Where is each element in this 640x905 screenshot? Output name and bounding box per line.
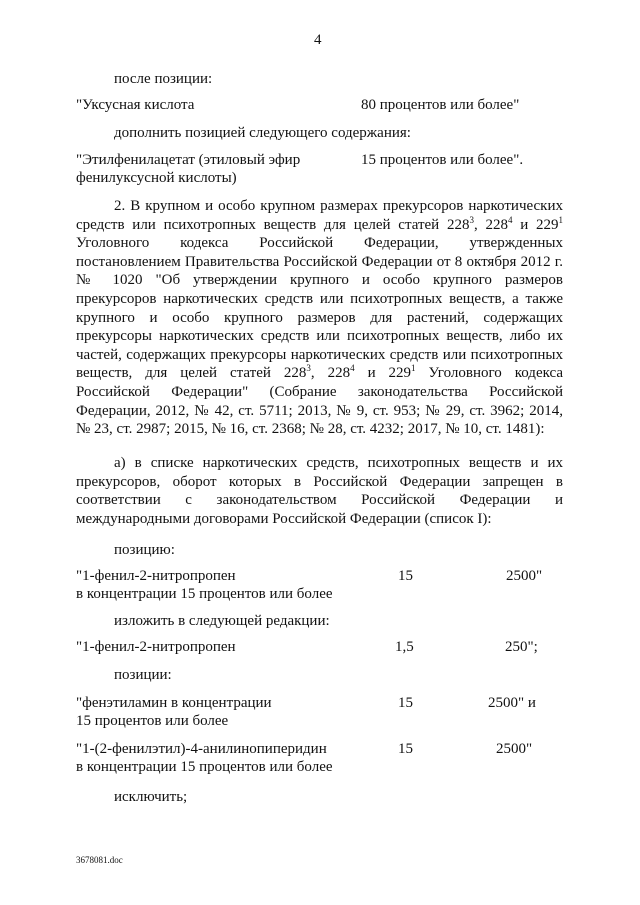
- paragraph-line: [76, 402, 563, 422]
- page-number: 4: [314, 32, 322, 48]
- text-run: , 228: [310, 365, 351, 382]
- entry-value: 80 процентов или более": [361, 97, 520, 113]
- text-run: № 1020 "Об утверждении крупного и особо крупного размеров: [76, 272, 563, 289]
- paragraph-line: [114, 454, 563, 474]
- superscript: 1: [558, 214, 563, 225]
- new-entry-line-1: "Этилфенилацетат (этиловый эфир: [76, 152, 301, 168]
- footer-doc-id: 3678081.doc: [76, 855, 123, 865]
- superscript: 4: [507, 214, 513, 225]
- entry-3-line-1: "фенэтиламин в концентрации: [76, 695, 272, 711]
- text-run: веществ, для целей статей 228: [76, 365, 307, 382]
- entry-name: "Уксусная кислота: [76, 97, 195, 113]
- text-run: 2. В крупном и особо крупном размерах прекурсоров наркотических: [114, 198, 563, 214]
- text-run: и 229: [512, 216, 559, 233]
- text-run: прекурсоров наркотических средств или психотропных веществ, а также: [76, 291, 563, 307]
- entry-1-col-1: 15: [398, 568, 413, 584]
- paragraph-line: [76, 420, 563, 440]
- paragraph-line: [76, 253, 563, 273]
- entry-1-col-2: 2500": [506, 568, 543, 584]
- entry-4-line-2: в концентрации 15 процентов или более: [76, 759, 333, 775]
- supplement-intro: дополнить позицией следующего содержания:: [114, 125, 411, 141]
- after-position-label: после позиции:: [114, 71, 213, 87]
- text-run: и 229: [354, 365, 412, 382]
- text-run: Российской Федерации" (Собрание законодательства Российской: [76, 384, 563, 400]
- text-run: частей, содержащих прекурсоры наркотических средств или психотропных: [76, 346, 563, 363]
- paragraph-line: [76, 346, 563, 366]
- entry-1-line-1: "1-фенил-2-нитропропен: [76, 568, 236, 584]
- paragraph-line: [76, 216, 563, 236]
- paragraph-line: [76, 473, 563, 493]
- superscript: 3: [306, 363, 311, 374]
- positions-label: позиции:: [114, 667, 172, 683]
- entry-4-col-2: 2500": [496, 741, 533, 757]
- text-run: № 23, ст. 2987; 2015, № 16, ст. 2368; № 28, ст. 4232; 2017, № 10, ст. 1481):: [76, 421, 545, 438]
- superscript: 3: [469, 214, 474, 225]
- paragraph-line: [76, 327, 563, 347]
- entry-3-col-1: 15: [398, 695, 413, 711]
- paragraph-line: [76, 491, 563, 511]
- paragraph-line: [76, 309, 563, 329]
- text-run: международными договорами Российской Федерации (список I):: [76, 510, 492, 527]
- superscript: 1: [411, 363, 416, 374]
- text-run: крупного и особо крупного размеров для растений, содержащих: [76, 309, 563, 326]
- text-run: , 228: [473, 216, 508, 233]
- entry-4-col-1: 15: [398, 741, 413, 757]
- entry-2-col-1: 1,5: [395, 639, 414, 655]
- superscript: 4: [350, 363, 355, 374]
- paragraph-line: [76, 510, 563, 530]
- text-run: соответствии с законодательством Российской Федерации и: [76, 492, 563, 509]
- paragraph-line: [76, 364, 563, 384]
- paragraph-line: [76, 271, 563, 291]
- exclude-label: исключить;: [114, 789, 188, 805]
- paragraph-line: [114, 197, 563, 217]
- entry-4-line-1: "1-(2-фенилэтил)-4-анилинопиперидин: [76, 741, 327, 757]
- text-run: постановлением Правительства Российской Федерации от 8 октября 2012 г.: [76, 253, 563, 270]
- restate-label: изложить в следующей редакции:: [114, 613, 330, 629]
- text-run: Уголовного кодекса: [415, 365, 564, 382]
- entry-3-line-2: 15 процентов или более: [76, 713, 229, 729]
- position-label: позицию:: [114, 542, 175, 558]
- entry-3-col-2: 2500" и: [488, 695, 536, 711]
- text-run: Уголовного кодекса Российской Федерации, утвержденных: [76, 235, 563, 252]
- text-run: средств или психотропных веществ для целей статей 228: [76, 216, 470, 233]
- new-entry-value: 15 процентов или более".: [361, 152, 524, 168]
- paragraph-line: [76, 234, 563, 254]
- text-run: прекурсоры наркотических средств или психотропных веществ, либо их: [76, 328, 563, 345]
- text-run: Федерации, 2012, № 42, ст. 5711; 2013, № 9, ст. 953; № 29, ст. 3962; 2014,: [76, 402, 563, 419]
- entry-2-name: "1-фенил-2-нитропропен: [76, 639, 236, 655]
- new-entry-line-2: фенилуксусной кислоты): [76, 170, 237, 186]
- text-run: прекурсоров, оборот которых в Российской Федерации запрещен в: [76, 473, 563, 490]
- entry-2-col-2: 250";: [505, 639, 538, 655]
- paragraph-line: [76, 383, 563, 403]
- text-run: а) в списке наркотических средств, психотропных веществ и их: [114, 455, 563, 471]
- entry-1-line-2: в концентрации 15 процентов или более: [76, 586, 333, 602]
- paragraph-line: [76, 290, 563, 310]
